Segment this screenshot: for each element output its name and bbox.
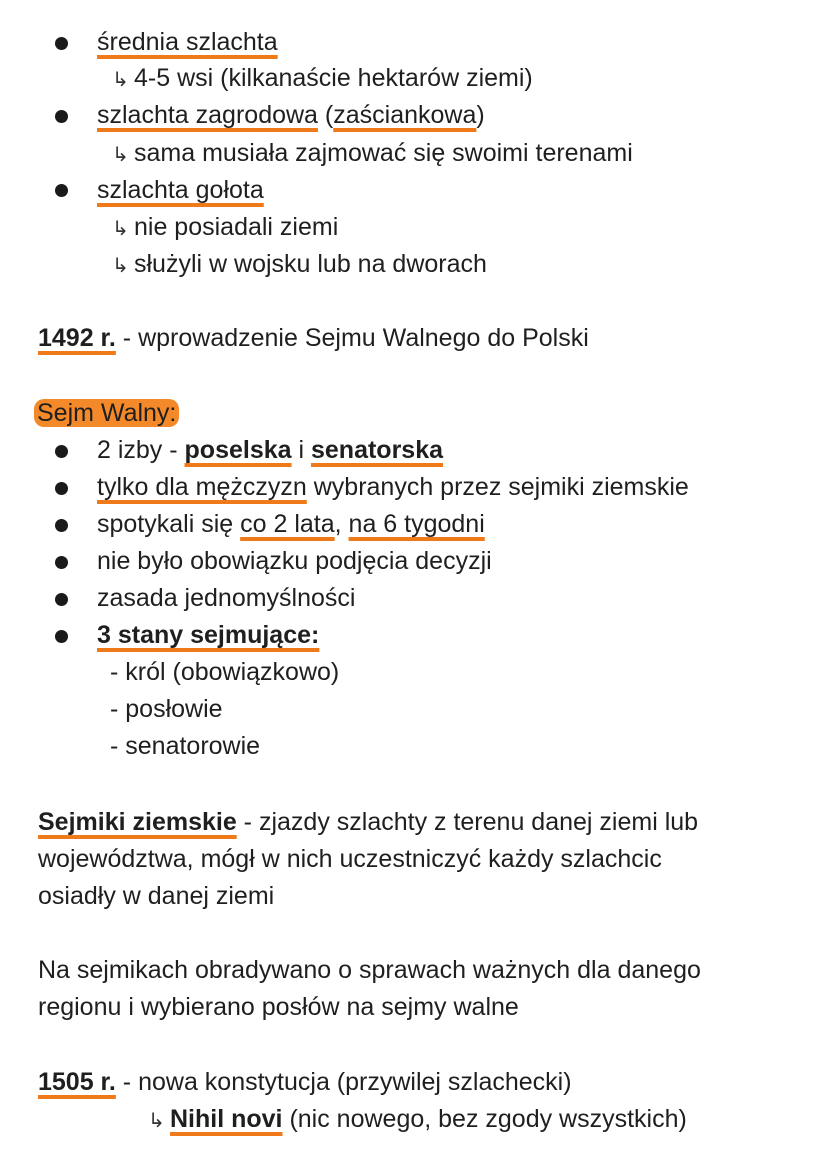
- term-srednia-szlachta: średnia szlachta: [97, 28, 278, 56]
- list-item: nie było obowiązku podjęcia decyzji: [97, 547, 492, 575]
- list-item: zasada jednomyślności: [97, 584, 356, 612]
- sub-item: ↳ sama musiała zajmować się swoimi terenami: [112, 137, 633, 171]
- term-sejmiki-ziemskie: Sejmiki ziemskie: [38, 808, 237, 836]
- sub-item: ↳ Nihil novi (nic nowego, bez zgody wszystkich): [148, 1103, 687, 1137]
- section-heading: [34, 397, 179, 429]
- bullet-dot: [55, 593, 68, 606]
- list-item: [97, 174, 264, 206]
- bullet-dot: [55, 37, 68, 50]
- paragraph-line: regionu i wybierano posłów na sejmy walne: [38, 993, 519, 1021]
- date-entry-1505: 1505 r. - nowa konstytucja (przywilej szlachecki): [38, 1068, 572, 1096]
- bullet-dot: [55, 556, 68, 569]
- bullet-dot: [55, 110, 68, 123]
- term-szlachta-golota: szlachta gołota: [97, 176, 264, 204]
- list-item: [97, 26, 278, 58]
- arrow-icon: ↳: [112, 144, 129, 166]
- bullet-dot: [55, 630, 68, 643]
- highlighted-heading: Sejm Walny:: [34, 399, 179, 427]
- bullet-dot: [55, 519, 68, 532]
- arrow-icon: ↳: [112, 69, 129, 91]
- arrow-icon: ↳: [112, 218, 129, 240]
- paragraph-line: Na sejmikach obradywano o sprawach ważnych dla danego: [38, 956, 701, 984]
- list-item: szlachta zagrodowa (zaściankowa): [97, 101, 485, 129]
- list-item: 2 izby - poselska i senatorska: [97, 436, 444, 464]
- sub-item: ↳ służyli w wojsku lub na dworach: [112, 248, 487, 282]
- estate-item: - król (obowiązkowo): [110, 658, 340, 686]
- list-item: tylko dla mężczyzn wybranych przez sejmiki ziemskie: [97, 473, 689, 501]
- list-item: 3 stany sejmujące:: [97, 621, 320, 649]
- definition-line: osiadły w danej ziemi: [38, 882, 275, 910]
- date-entry-1492: 1492 r. - wprowadzenie Sejmu Walnego do Polski: [38, 324, 589, 352]
- bullet-dot: [55, 445, 68, 458]
- definition-line: województwa, mógł w nich uczestniczyć każdy szlachcic: [38, 845, 662, 873]
- date-label: 1492 r.: [38, 324, 116, 352]
- arrow-icon: ↳: [112, 255, 129, 277]
- sub-item: ↳ nie posiadali ziemi: [112, 211, 338, 245]
- bullet-dot: [55, 482, 68, 495]
- estate-item: - posłowie: [110, 695, 223, 723]
- bullet-dot: [55, 184, 68, 197]
- term-nihil-novi: Nihil novi: [170, 1105, 283, 1133]
- sub-item: ↳ 4-5 wsi (kilkanaście hektarów ziemi): [112, 62, 533, 96]
- definition-line: Sejmiki ziemskie - zjazdy szlachty z terenu danej ziemi lub: [38, 808, 699, 836]
- estate-item: - senatorowie: [110, 732, 261, 760]
- list-item: spotykali się co 2 lata, na 6 tygodni: [97, 510, 485, 538]
- term-szlachta-zagrodowa: szlachta zagrodowa: [97, 101, 318, 129]
- arrow-icon: ↳: [148, 1110, 165, 1132]
- date-label: 1505 r.: [38, 1068, 116, 1096]
